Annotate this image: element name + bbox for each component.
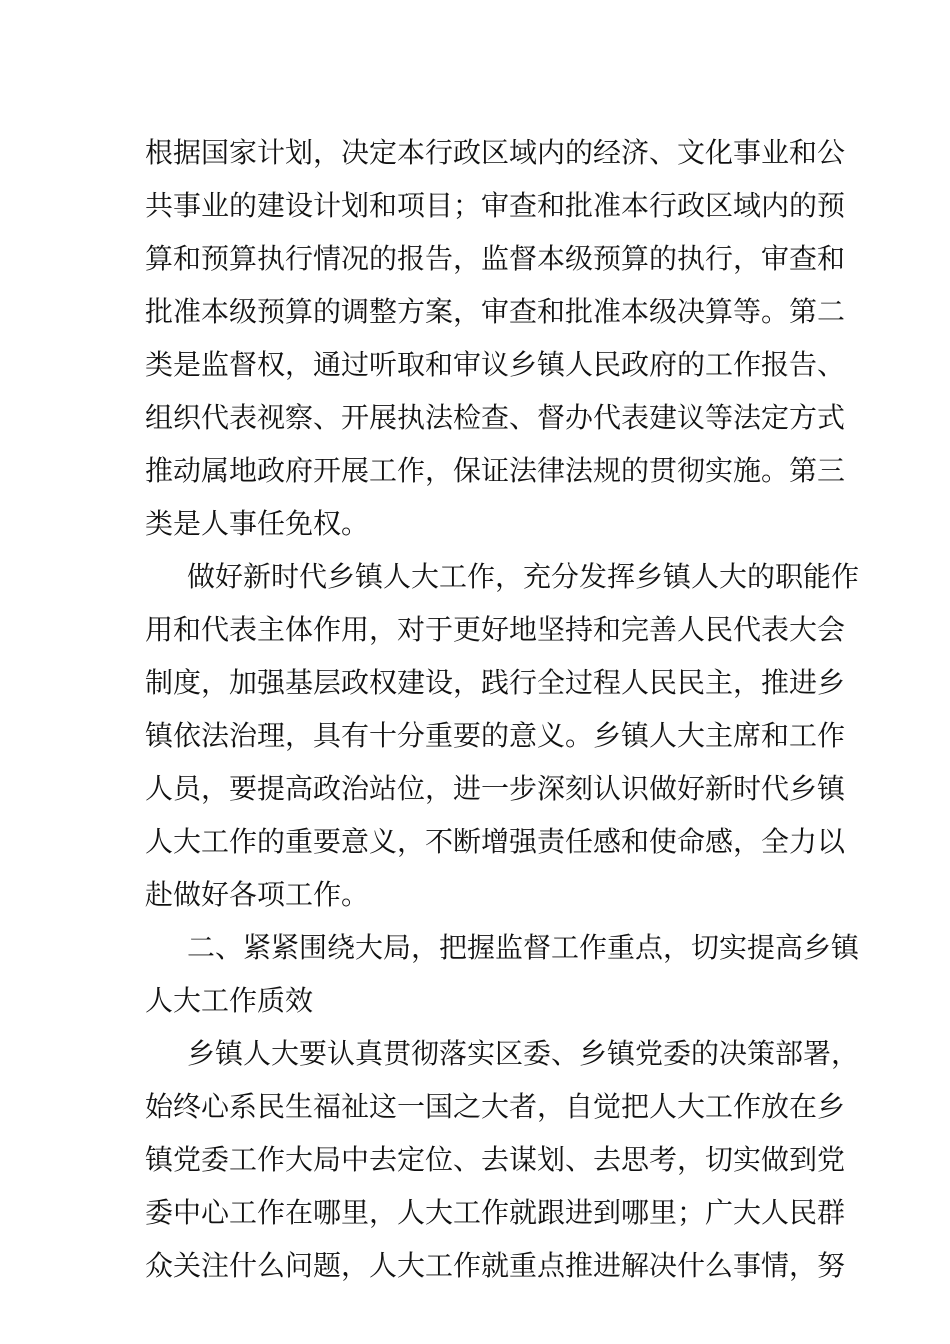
text-line: 类是监督权，通过听取和审议乡镇人民政府的工作报告、 xyxy=(145,348,846,381)
text-line: 用和代表主体作用，对于更好地坚持和完善人民代表大会 xyxy=(145,613,846,646)
document-body xyxy=(145,126,860,1292)
text-line: 镇党委工作大局中去定位、去谋划、去思考，切实做到党 xyxy=(145,1143,846,1176)
text-line: 委中心工作在哪里，人大工作就跟进到哪里；广大人民群 xyxy=(145,1196,846,1229)
text-line: 类是人事任免权。 xyxy=(145,507,370,540)
text-line: 批准本级预算的调整方案，审查和批准本级决算等。第二 xyxy=(145,295,846,328)
text-line: 推动属地政府开展工作，保证法律法规的贯彻实施。第三 xyxy=(145,454,846,487)
text-line: 共事业的建设计划和项目；审查和批准本行政区域内的预 xyxy=(145,189,846,222)
text-line: 算和预算执行情况的报告，监督本级预算的执行，审查和 xyxy=(145,242,846,275)
text-line: 根据国家计划，决定本行政区域内的经济、文化事业和公 xyxy=(145,136,846,169)
text-line: 人员，要提高政治站位，进一步深刻认识做好新时代乡镇 xyxy=(145,772,846,805)
text-line: 组织代表视察、开展执法检查、督办代表建议等法定方式 xyxy=(145,401,846,434)
text-line: 人大工作的重要意义，不断增强责任感和使命感，全力以 xyxy=(145,825,846,858)
text-line: 赴做好各项工作。 xyxy=(145,878,370,911)
text-line: 镇依法治理，具有十分重要的意义。乡镇人大主席和工作 xyxy=(145,719,846,752)
section-heading-line: 二、紧紧围绕大局，把握监督工作重点，切实提高乡镇 xyxy=(187,931,860,964)
text-line: 众关注什么问题，人大工作就重点推进解决什么事情，努 xyxy=(145,1249,846,1282)
section-heading-line: 人大工作质效 xyxy=(145,984,314,1017)
paragraph-first-line: 做好新时代乡镇人大工作，充分发挥乡镇人大的职能作 xyxy=(187,560,860,593)
text-line: 制度，加强基层政权建设，践行全过程人民民主，推进乡 xyxy=(145,666,846,699)
text-line: 始终心系民生福祉这一国之大者，自觉把人大工作放在乡 xyxy=(145,1090,846,1123)
paragraph-first-line: 乡镇人大要认真贯彻落实区委、乡镇党委的决策部署， xyxy=(187,1037,860,1070)
